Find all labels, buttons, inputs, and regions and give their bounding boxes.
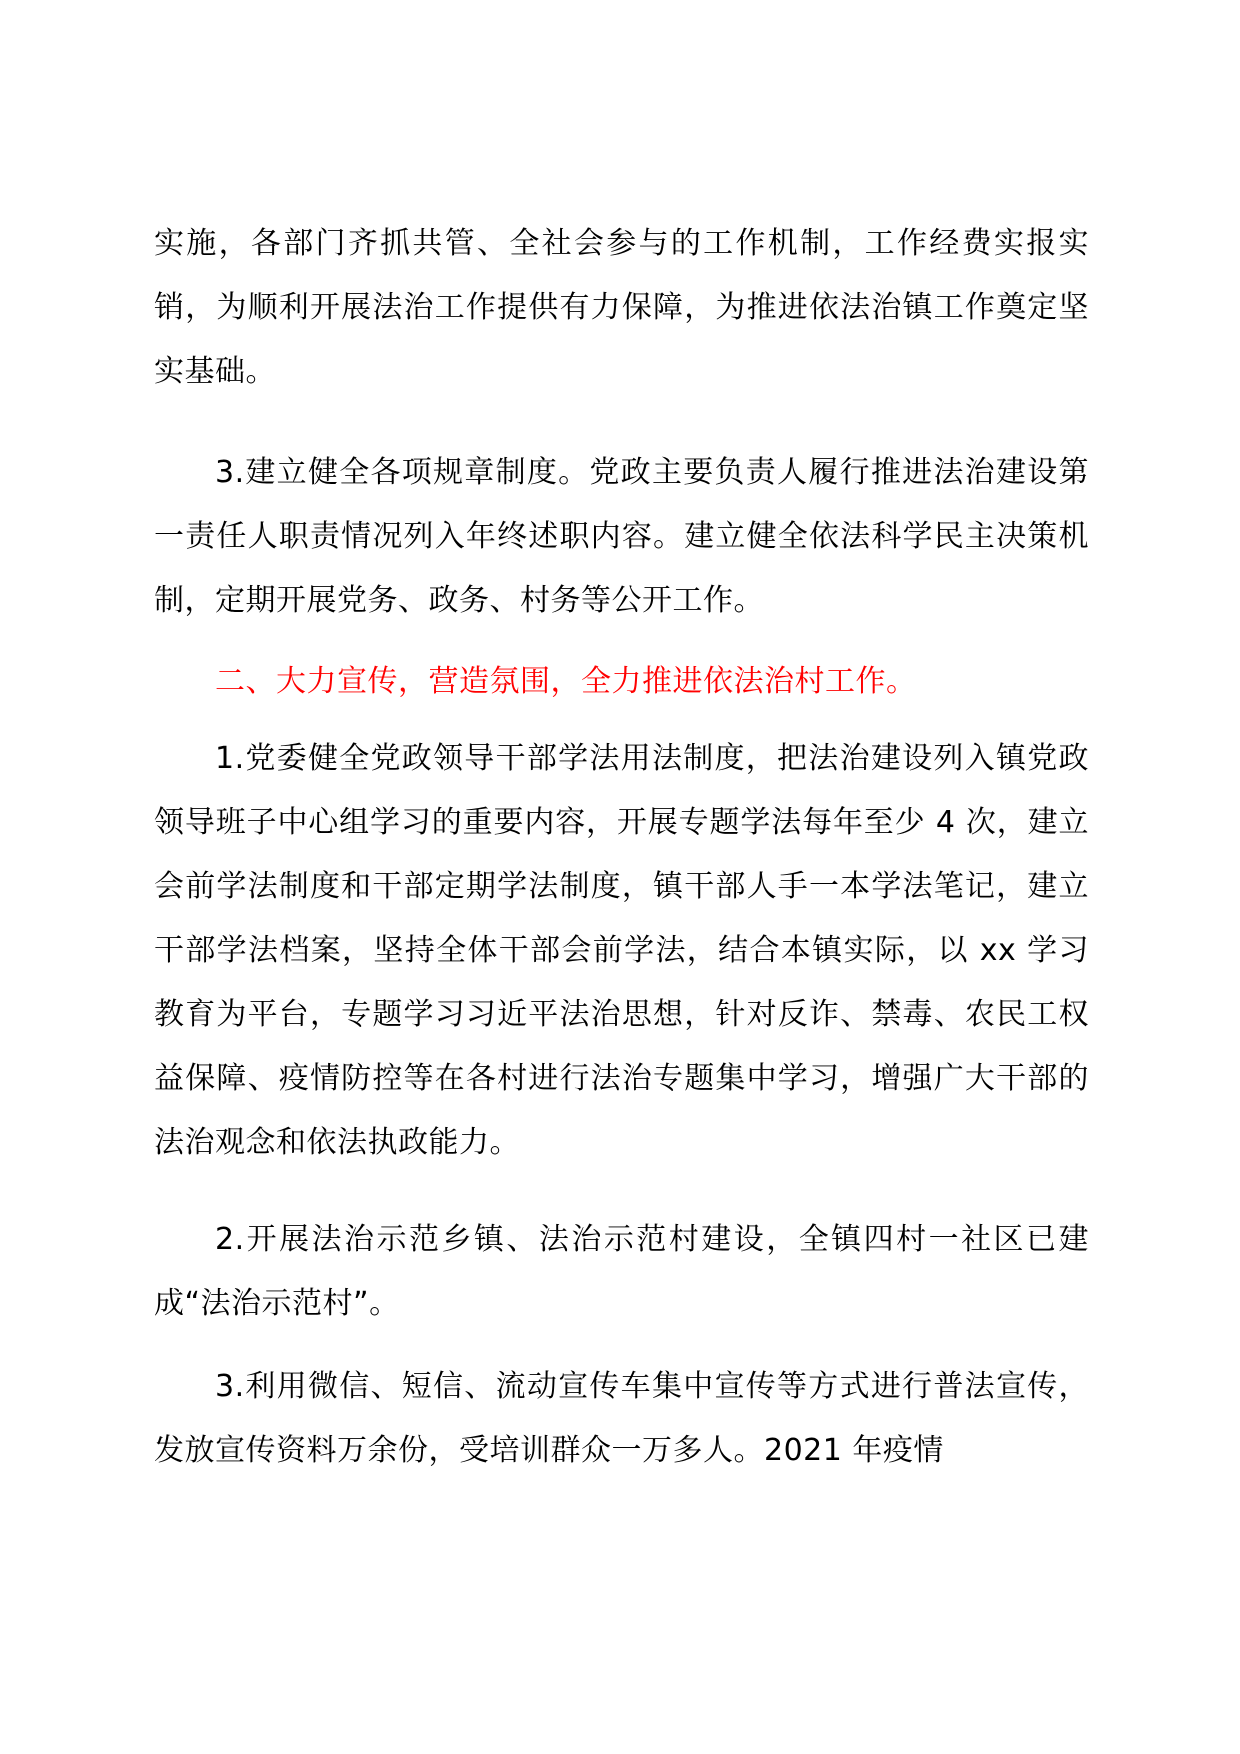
body-paragraph-publicity: 3.利用微信、短信、流动宣传车集中宣传等方式进行普法宣传，发放宣传资料万余份，受培训群众一万多人。2021 年疫情: [154, 1369, 1089, 1468]
section-heading: 二、大力宣传，营造氛围，全力推进依法治村工作。: [215, 664, 917, 699]
body-paragraph-continuation: 实施，各部门齐抓共管、全社会参与的工作机制，工作经费实报实销，为顺利开展法治工作提供有力保障，为推进依法治镇工作奠定坚实基础。: [154, 226, 1089, 389]
body-paragraph-demonstration: 2.开展法治示范乡镇、法治示范村建设，全镇四村一社区已建成“法治示范村”。: [154, 1222, 1089, 1321]
body-paragraph-regulations: 3.建立健全各项规章制度。党政主要负责人履行推进法治建设第一责任人职责情况列入年终述职内容。建立健全依法科学民主决策机制，定期开展党务、政务、村务等公开工作。: [154, 455, 1089, 618]
body-paragraph-study-system: 1.党委健全党政领导干部学法用法制度，把法治建设列入镇党政领导班子中心组学习的重要内容，开展专题学法每年至少 4 次，建立会前学法制度和干部定期学法制度，镇干部人手一本学法笔记，建立干部学法档案，坚持全体干部会前学法，结合本镇实际，以 xx 学习教育为平台，专题学习习近平法治思想，针对反诈、禁毒、农民工权益保障、疫情防控等在各村进行法治专题集中学习，增强广大干部的法治观念和依法执政能力。: [154, 741, 1089, 1160]
